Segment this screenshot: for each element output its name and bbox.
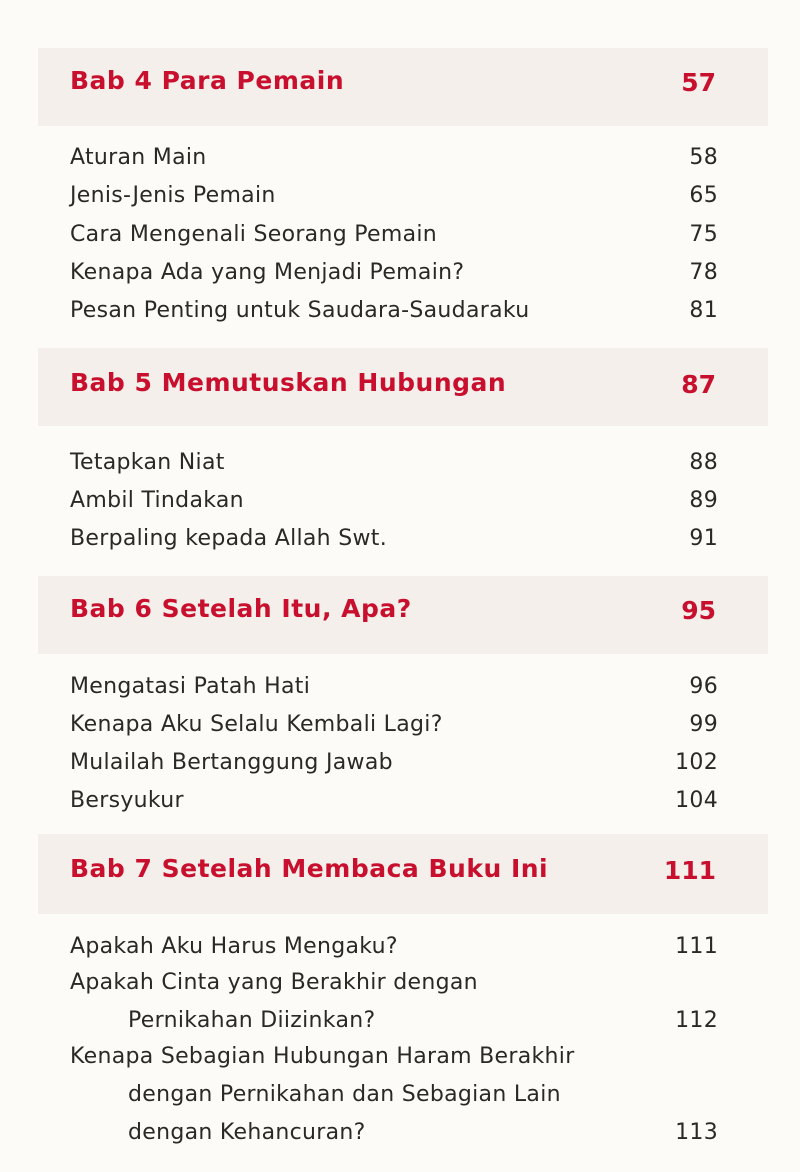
chapter-page-number: 87 [681,370,716,399]
toc-entry-title: Aturan Main [70,145,207,170]
chapter-header-bab-7 [38,834,768,914]
toc-entry-title: Mulailah Bertanggung Jawab [70,750,393,775]
toc-entry-page: 89 [689,488,718,513]
toc-entry-title: Berpaling kepada Allah Swt. [70,526,387,551]
chapter-title: Bab 4 Para Pemain [70,66,345,95]
toc-entry-title: Mengatasi Patah Hati [70,674,311,699]
toc-entry [70,782,718,820]
chapter-page-number: 111 [663,856,716,885]
chapter-page-number: 57 [681,68,716,97]
chapter-header-bab-5 [38,348,768,426]
toc-entry-page: 78 [689,260,718,285]
chapter-title: Bab 6 Setelah Itu, Apa? [70,594,412,623]
toc-entry-page: 75 [689,222,718,247]
toc-entry [70,482,718,520]
chapter-page-number: 95 [681,596,716,625]
toc-entry [70,139,718,177]
toc-entry-page: 104 [675,788,718,813]
toc-entry-multiline [70,964,718,1040]
toc-entry-title: Pesan Penting untuk Saudara-Saudaraku [70,298,530,323]
toc-entry-title: Apakah Aku Harus Mengaku? [70,934,398,959]
toc-entry [70,520,718,558]
toc-entry-page: 102 [675,750,718,775]
toc-entry-title-line: dengan Pernikahan dan Sebagian Lain [128,1082,561,1107]
toc-entry [70,177,718,215]
toc-entry-page: 113 [675,1120,718,1145]
toc-entry [70,706,718,744]
chapter-header-bab-6 [38,576,768,654]
toc-entry [70,254,718,292]
toc-entry [70,216,718,254]
toc-entry [70,668,718,706]
toc-entry-page: 58 [689,145,718,170]
toc-entry [70,444,718,482]
toc-entry-title-line: Apakah Cinta yang Berakhir dengan [70,970,478,995]
toc-entry-title-line: dengan Kehancuran? [128,1120,366,1145]
toc-entry-page: 65 [689,183,718,208]
chapter-header-bab-4 [38,48,768,126]
toc-entry-title: Kenapa Ada yang Menjadi Pemain? [70,260,465,285]
toc-entry-title-line: Kenapa Sebagian Hubungan Haram Berakhir [70,1044,575,1069]
toc-entry [70,928,718,966]
toc-entry-title: Ambil Tindakan [70,488,244,513]
toc-entry-title: Tetapkan Niat [70,450,225,475]
toc-entry-page: 111 [675,934,718,959]
toc-entry-title: Cara Mengenali Seorang Pemain [70,222,438,247]
toc-entry-multiline [70,1038,718,1152]
toc-entry-page: 88 [689,450,718,475]
toc-entry-title: Kenapa Aku Selalu Kembali Lagi? [70,712,443,737]
toc-entry-page: 91 [689,526,718,551]
toc-entry [70,744,718,782]
chapter-title: Bab 5 Memutuskan Hubungan [70,368,507,397]
toc-entry-title-line: Pernikahan Diizinkan? [128,1008,376,1033]
toc-entry-title: Bersyukur [70,788,184,813]
toc-entry-title: Jenis-Jenis Pemain [70,183,276,208]
chapter-title: Bab 7 Setelah Membaca Buku Ini [70,854,549,883]
toc-entry-page: 112 [675,1008,718,1033]
toc-entry-page: 81 [689,298,718,323]
toc-entry-page: 99 [689,712,718,737]
toc-entry-page: 96 [689,674,718,699]
toc-entry [70,292,718,330]
